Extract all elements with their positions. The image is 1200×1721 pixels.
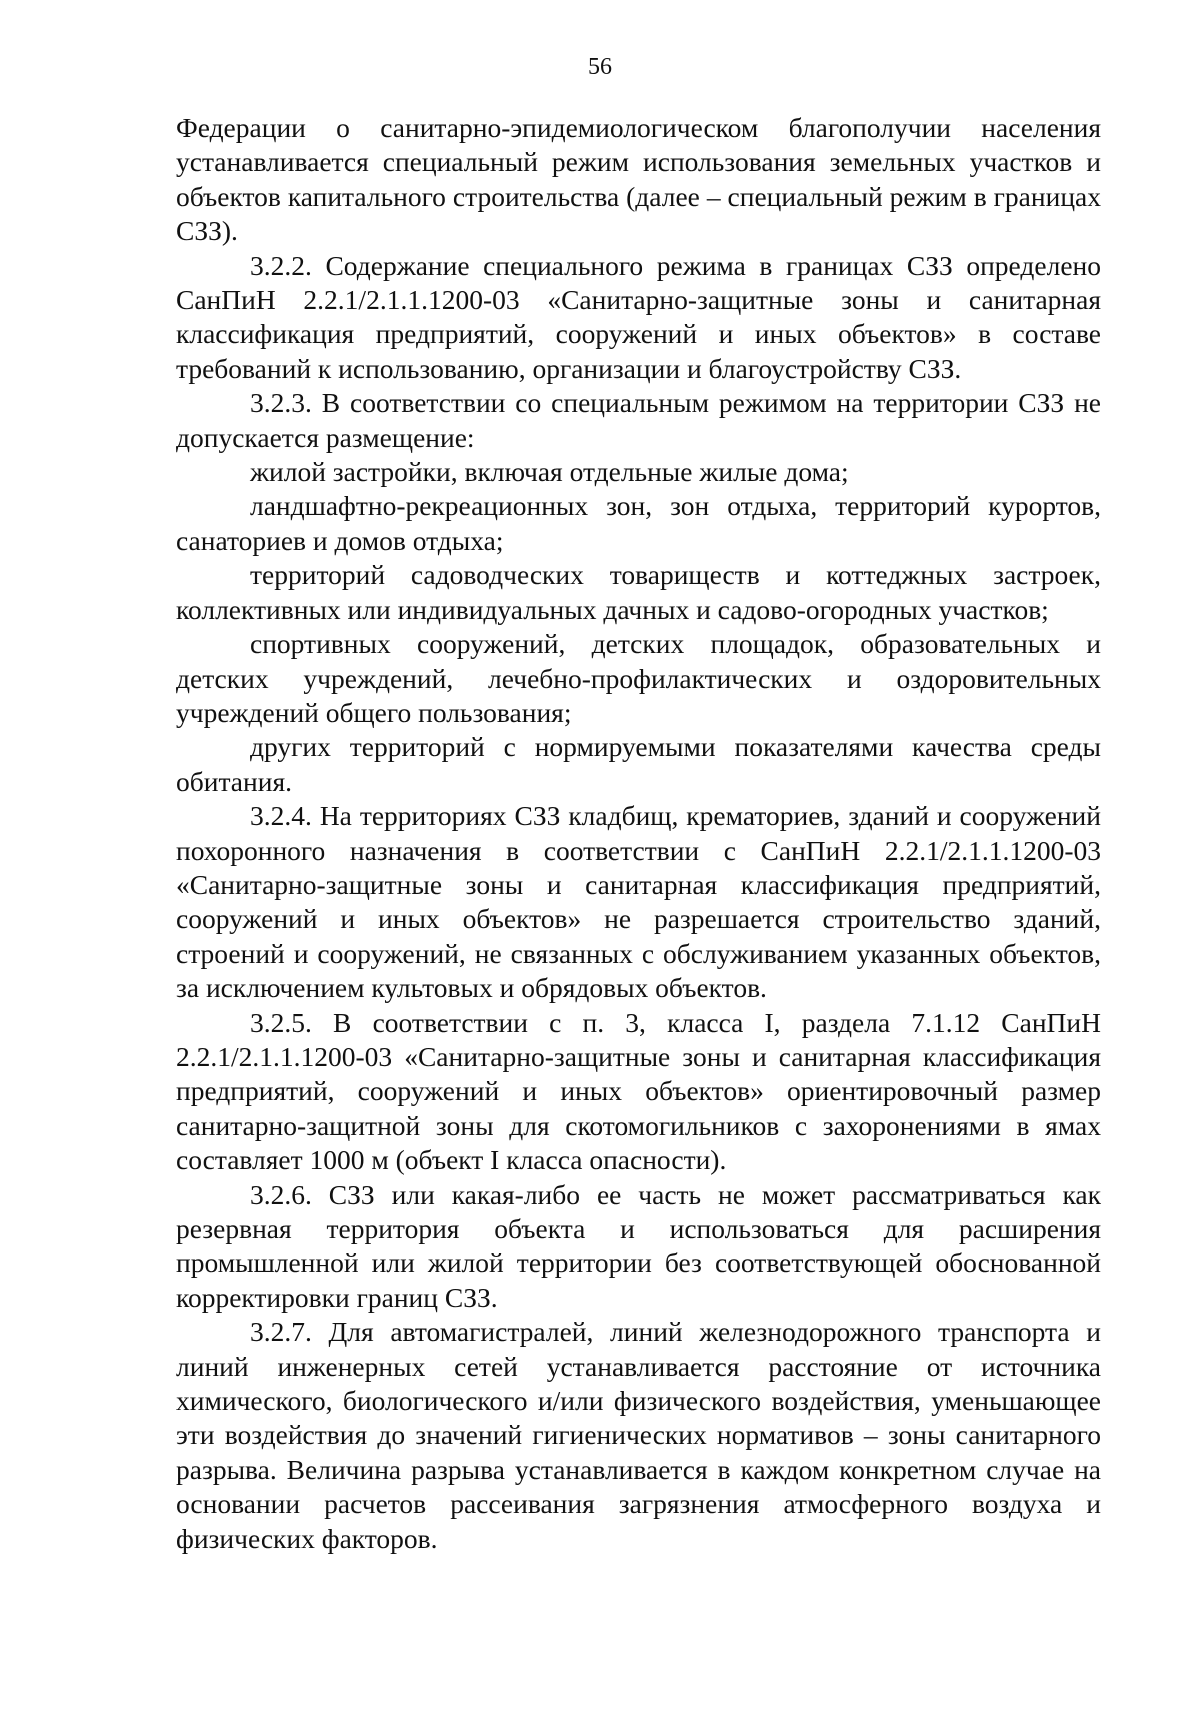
paragraph: Федерации о санитарно-эпидемиологическом благополучии населения устанавливается специальный режим использования земельных участков и объектов капитального строительства (далее – специальный режим в границах СЗЗ). <box>176 112 1101 247</box>
paragraph: 3.2.2. Содержание специального режима в границах СЗЗ определено СанПиН 2.2.1/2.1.1.1200-03 «Санитарно-защитные зоны и санитарная классификация предприятий, сооружений и иных объектов» в составе требований к использованию, организации и благоустройству СЗЗ. <box>176 249 1101 384</box>
page-number: 56 <box>588 54 612 80</box>
paragraph: других территорий с нормируемыми показателями качества среды обитания. <box>176 731 1101 797</box>
paragraph: жилой застройки, включая отдельные жилые дома; <box>250 456 849 488</box>
paragraph: 3.2.6. СЗЗ или какая-либо ее часть не может рассматриваться как резервная территория объекта и использоваться для расширения промышленной или жилой территории без соответствующей обоснованной корректировки границ СЗЗ. <box>176 1178 1101 1313</box>
paragraph: 3.2.3. В соответствии со специальным режимом на территории СЗЗ не допускается размещение: <box>176 387 1101 453</box>
paragraph: 3.2.7. Для автомагистралей, линий железнодорожного транспорта и линий инженерных сетей устанавливается расстояние от источника химического, биологического и/или физического воздействия, уменьшающее эти воздействия до значений гигиенических нормативов – зоны санитарного разрыва. Величина разрыва устанавливается в каждом конкретном случае на основании расчетов рассеивания загрязнения атмосферного воздуха и физических факторов. <box>176 1316 1101 1554</box>
paragraph: 3.2.4. На территориях СЗЗ кладбищ, крематориев, зданий и сооружений похоронного назначения в соответствии с СанПиН 2.2.1/2.1.1.1200-03 «Санитарно-защитные зоны и санитарная классификация предприятий, сооружений и иных объектов» не разрешается строительство зданий, строений и сооружений, не связанных с обслуживанием указанных объектов, за исключением культовых и обрядовых объектов. <box>176 800 1101 1004</box>
paragraph: спортивных сооружений, детских площадок, образовательных и детских учреждений, лечебно-профилактических и оздоровительных учреждений общего пользования; <box>176 628 1101 728</box>
paragraph: 3.2.5. В соответствии с п. 3, класса I, раздела 7.1.12 СанПиН 2.2.1/2.1.1.1200-03 «Санитарно-защитные зоны и санитарная классификация предприятий, сооружений и иных объектов» ориентировочный размер санитарно-защитной зоны для скотомогильников с захоронениями в ямах составляет 1000 м (объект I класса опасности). <box>176 1006 1101 1176</box>
paragraph: территорий садоводческих товариществ и коттеджных застроек, коллективных или индивидуальных дачных и садово-огородных участков; <box>176 559 1101 625</box>
paragraph: ландшафтно-рекреационных зон, зон отдыха, территорий курортов, санаториев и домов отдыха; <box>176 490 1101 556</box>
body-text <box>176 111 1101 1556</box>
